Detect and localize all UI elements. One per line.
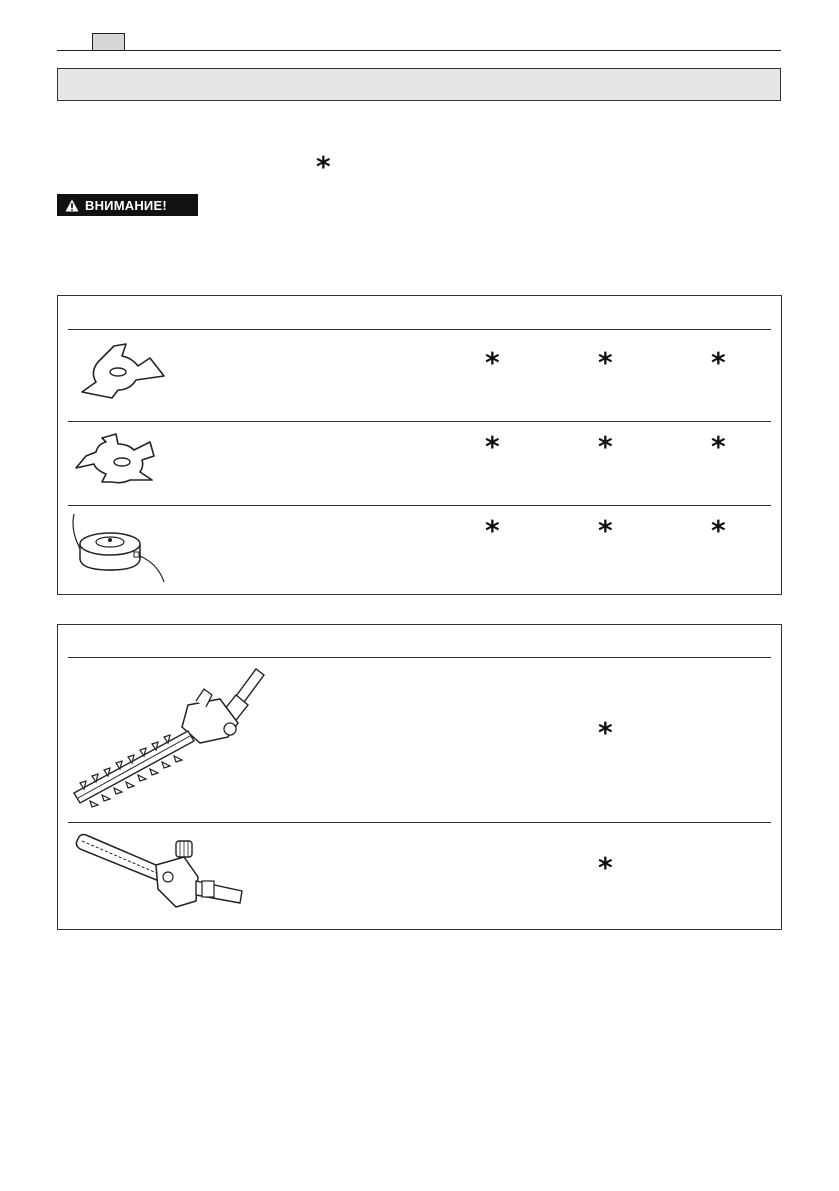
warning-triangle-icon bbox=[65, 199, 79, 212]
row-divider bbox=[68, 822, 771, 823]
attachments-table bbox=[57, 624, 782, 930]
hedge-trimmer-attachment-icon bbox=[70, 665, 266, 809]
three-tooth-blade-icon bbox=[74, 342, 174, 400]
cutting-tools-table bbox=[57, 295, 782, 595]
row1-mark-1: * bbox=[485, 346, 500, 379]
row3-mark-1: * bbox=[485, 514, 500, 547]
table-header-rule bbox=[68, 657, 771, 658]
row2-mark-1: * bbox=[485, 430, 500, 463]
row1-mark-2: * bbox=[598, 346, 613, 379]
table-header-rule bbox=[68, 329, 771, 330]
four-tooth-blade-icon bbox=[72, 432, 176, 484]
warning-badge bbox=[57, 194, 198, 216]
row-divider bbox=[68, 421, 771, 422]
row3-mark-2: * bbox=[598, 514, 613, 547]
page-tab bbox=[92, 33, 125, 51]
row1-mark-3: * bbox=[711, 346, 726, 379]
attach-row1-mark: * bbox=[598, 716, 613, 749]
row2-mark-2: * bbox=[598, 430, 613, 463]
pole-saw-attachment-icon bbox=[72, 831, 244, 919]
row3-mark-3: * bbox=[711, 514, 726, 547]
section-title-bar bbox=[57, 68, 781, 101]
warning-label: ВНИМАНИЕ! bbox=[85, 197, 167, 213]
row-divider bbox=[68, 505, 771, 506]
row2-mark-3: * bbox=[711, 430, 726, 463]
trimmer-head-icon bbox=[68, 512, 168, 586]
attach-row2-mark: * bbox=[598, 851, 613, 884]
header-rule bbox=[57, 50, 781, 51]
intro-star-symbol: * bbox=[316, 150, 331, 183]
